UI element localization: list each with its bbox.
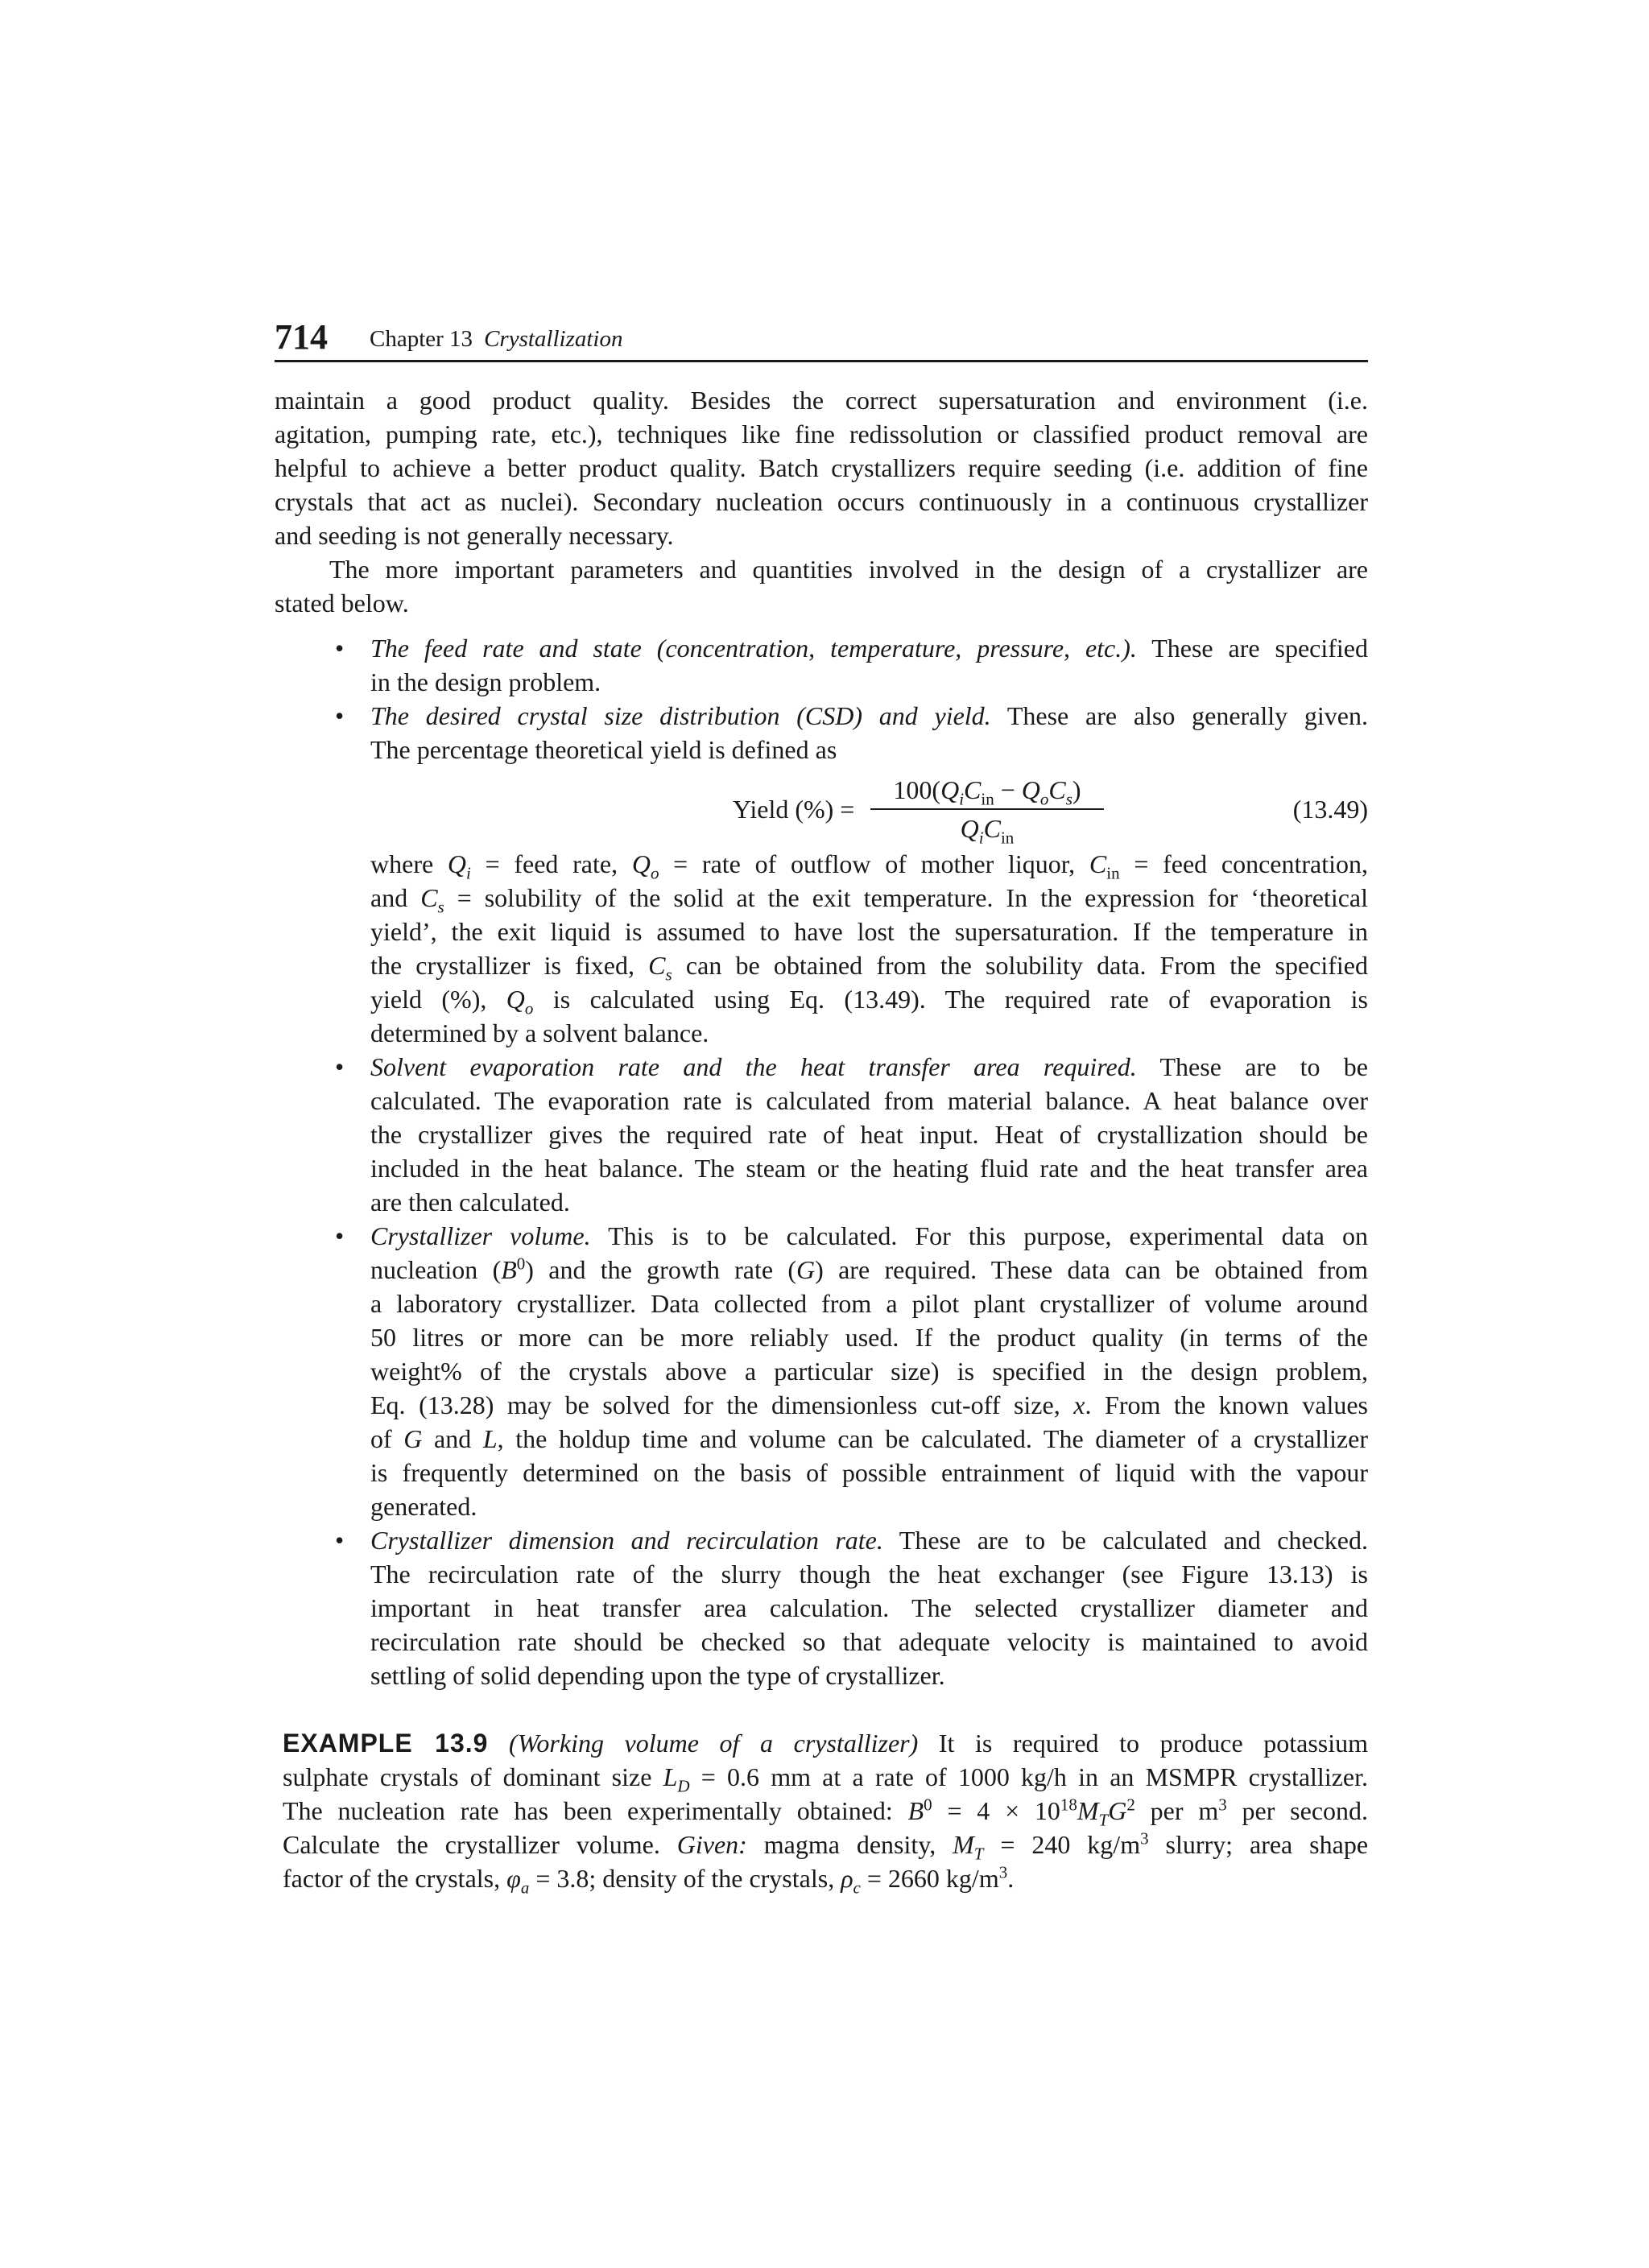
- example-text: It is required to produce potassium: [918, 1729, 1369, 1758]
- example-13-9: [283, 1726, 1369, 1898]
- text-line: Eq. (13.28) may be solved for the dimensionless cut-off size, x. From the known values: [370, 1390, 1369, 1419]
- bullet-icon: •: [335, 1052, 345, 1081]
- example-label: EXAMPLE 13.9: [283, 1729, 489, 1758]
- list-item-crystallizer-volume: [275, 1219, 1368, 1523]
- text-line: The recirculation rate of the slurry though the heat exchanger (see Figure 13.13) is: [370, 1560, 1368, 1588]
- page-number: 714: [275, 317, 328, 357]
- text-line: The nucleation rate has been experimentally obtained: $B^0 = 4 \times 10^{18}M_TG^2$ per $m^3$ per second.: [283, 1795, 1369, 1830]
- text-line: [370, 699, 1368, 733]
- equation-numerator: $100(Q_iC_{in} - Q_oC_s)$: [893, 775, 1081, 809]
- text-line: sulphate crystals of dominant size $L_D = 0.6$ mm at a rate of 1000 kg/h in an MSMPR crystallizer.: [283, 1762, 1369, 1796]
- text-line: helpful to achieve a better product quality. Batch crystallizers require seeding (i.e. addition of fine: [275, 453, 1368, 482]
- bullet-icon: •: [335, 701, 345, 730]
- text-line: weight% of the crystals above a particular size) is specified in the design problem,: [370, 1357, 1368, 1386]
- item-text: These are also generally given.: [990, 701, 1368, 730]
- item-text: These are to be: [1136, 1052, 1369, 1081]
- text-line: of G and L, the holdup time and volume can be calculated. The diameter of a crystallizer: [370, 1424, 1369, 1453]
- list-item-dimension-recirculation: [275, 1523, 1368, 1692]
- example-title: (Working volume of a crystallizer): [509, 1729, 919, 1758]
- text-line: the crystallizer gives the required rate of heat input. Heat of crystallization should be: [370, 1120, 1368, 1149]
- bullet-icon: •: [335, 1221, 345, 1250]
- running-header: [275, 316, 1368, 358]
- text-line: agitation, pumping rate, etc.), techniques like fine redissolution or classified product removal are: [275, 419, 1368, 448]
- chapter-title: Crystallization: [484, 326, 623, 352]
- text-line: nucleation $(B^0)$ and the growth rate (G) are required. These data can be obtained from: [370, 1254, 1369, 1284]
- text-line: [370, 1523, 1368, 1557]
- bullet-icon: •: [335, 634, 345, 663]
- item-title: Crystallizer volume.: [370, 1221, 591, 1250]
- text-line: important in heat transfer area calculation. The selected crystallizer diameter and: [370, 1593, 1368, 1622]
- text-line: included in the heat balance. The steam or the heating fluid rate and the heat transfer area: [370, 1154, 1368, 1183]
- text-line: calculated. The evaporation rate is calculated from material balance. A heat balance over: [370, 1086, 1368, 1115]
- text-line: generated.: [370, 1492, 477, 1521]
- text-line: in the design problem.: [370, 667, 601, 696]
- list-item-feed-rate: [275, 631, 1368, 699]
- text-line: yield (%), $Q_o$ is calculated using Eq. (13.49). The required rate of evaporation is: [370, 985, 1369, 1018]
- parameter-list: [275, 631, 1368, 1692]
- text-line: [370, 1219, 1368, 1253]
- text-line: settling of solid depending upon the type of crystallizer.: [370, 1661, 945, 1690]
- text-line: [283, 1726, 1368, 1760]
- equation-definitions: [370, 847, 1368, 1050]
- text-line: yield’, the exit liquid is assumed to have lost the supersaturation. If the temperature in: [370, 917, 1368, 946]
- text-line: determined by a solvent balance.: [370, 1018, 709, 1047]
- bullet-icon: •: [335, 1526, 345, 1555]
- paragraph-quality: [275, 383, 1368, 552]
- text-line: stated below.: [275, 589, 409, 618]
- item-title: The desired crystal size distribution (CSD) and yield.: [370, 701, 991, 730]
- text-line: factor of the crystals, $\varphi_a = 3.8$; density of the crystals, $\rho_c = 2660$ $kg/m^3$.: [283, 1862, 1015, 1898]
- text-line: and $C_s$ = solubility of the solid at the exit temperature. In the expression for ‘theoretical: [370, 883, 1369, 917]
- item-text: These are to be calculated and checked.: [882, 1526, 1369, 1555]
- text-line: a laboratory crystallizer. Data collected from a pilot plant crystallizer of volume around: [370, 1289, 1368, 1318]
- header-rule: [275, 360, 1368, 362]
- item-title: The feed rate and state (concentration, temperature, pressure, etc.).: [370, 634, 1137, 663]
- text-line: and seeding is not generally necessary.: [275, 521, 674, 550]
- equation-number: (13.49): [1292, 795, 1368, 824]
- text-line: [370, 1050, 1368, 1084]
- chapter-number: Chapter 13: [370, 326, 473, 352]
- text-line: crystals that act as nuclei). Secondary nucleation occurs continuously in a continuous crystallizer: [275, 487, 1368, 516]
- item-title: Crystallizer dimension and recirculation rate.: [370, 1526, 883, 1555]
- chapter-label: [370, 323, 622, 355]
- text-line: Calculate the crystallizer volume. Given: magma density, $M_T = 240$ $kg/m^3$ slurry; area shape: [283, 1828, 1369, 1864]
- text-line: the crystallizer is fixed, $C_s$ can be obtained from the solubility data. From the specified: [370, 951, 1369, 985]
- equation-denominator: $Q_iC_{in}$: [960, 814, 1015, 848]
- text-line: are then calculated.: [370, 1188, 570, 1217]
- text-line: [370, 631, 1368, 665]
- body-text: [275, 383, 1368, 1692]
- item-text: These are specified: [1136, 634, 1369, 663]
- text-line: The more important parameters and quantities involved in the design of a crystallizer are: [329, 555, 1368, 584]
- text-line: 50 litres or more can be more reliably used. If the product quality (in terms of the: [370, 1323, 1368, 1352]
- equation-13-49: [370, 773, 1368, 847]
- text-line: is frequently determined on the basis of possible entrainment of liquid with the vapour: [370, 1458, 1368, 1487]
- item-title: Solvent evaporation rate and the heat transfer area required.: [370, 1052, 1137, 1081]
- text-line: The percentage theoretical yield is defined as: [370, 735, 837, 764]
- list-item-evaporation: [275, 1050, 1368, 1219]
- text-line: where $Q_i$ = feed rate, $Q_o$ = rate of outflow of mother liquor, $C_{in}$ = feed concentration,: [370, 849, 1369, 883]
- equation-fraction: [870, 773, 1104, 848]
- item-text: This is to be calculated. For this purpose, experimental data on: [590, 1221, 1369, 1250]
- list-item-csd-yield: [275, 699, 1368, 1050]
- text-line: recirculation rate should be checked so that adequate velocity is maintained to avoid: [370, 1627, 1368, 1656]
- equation-lhs: Yield (%) =: [733, 795, 855, 824]
- text-line: maintain a good product quality. Besides the correct supersaturation and environment (i.e.: [275, 386, 1368, 415]
- paragraph-parameters: [275, 552, 1368, 620]
